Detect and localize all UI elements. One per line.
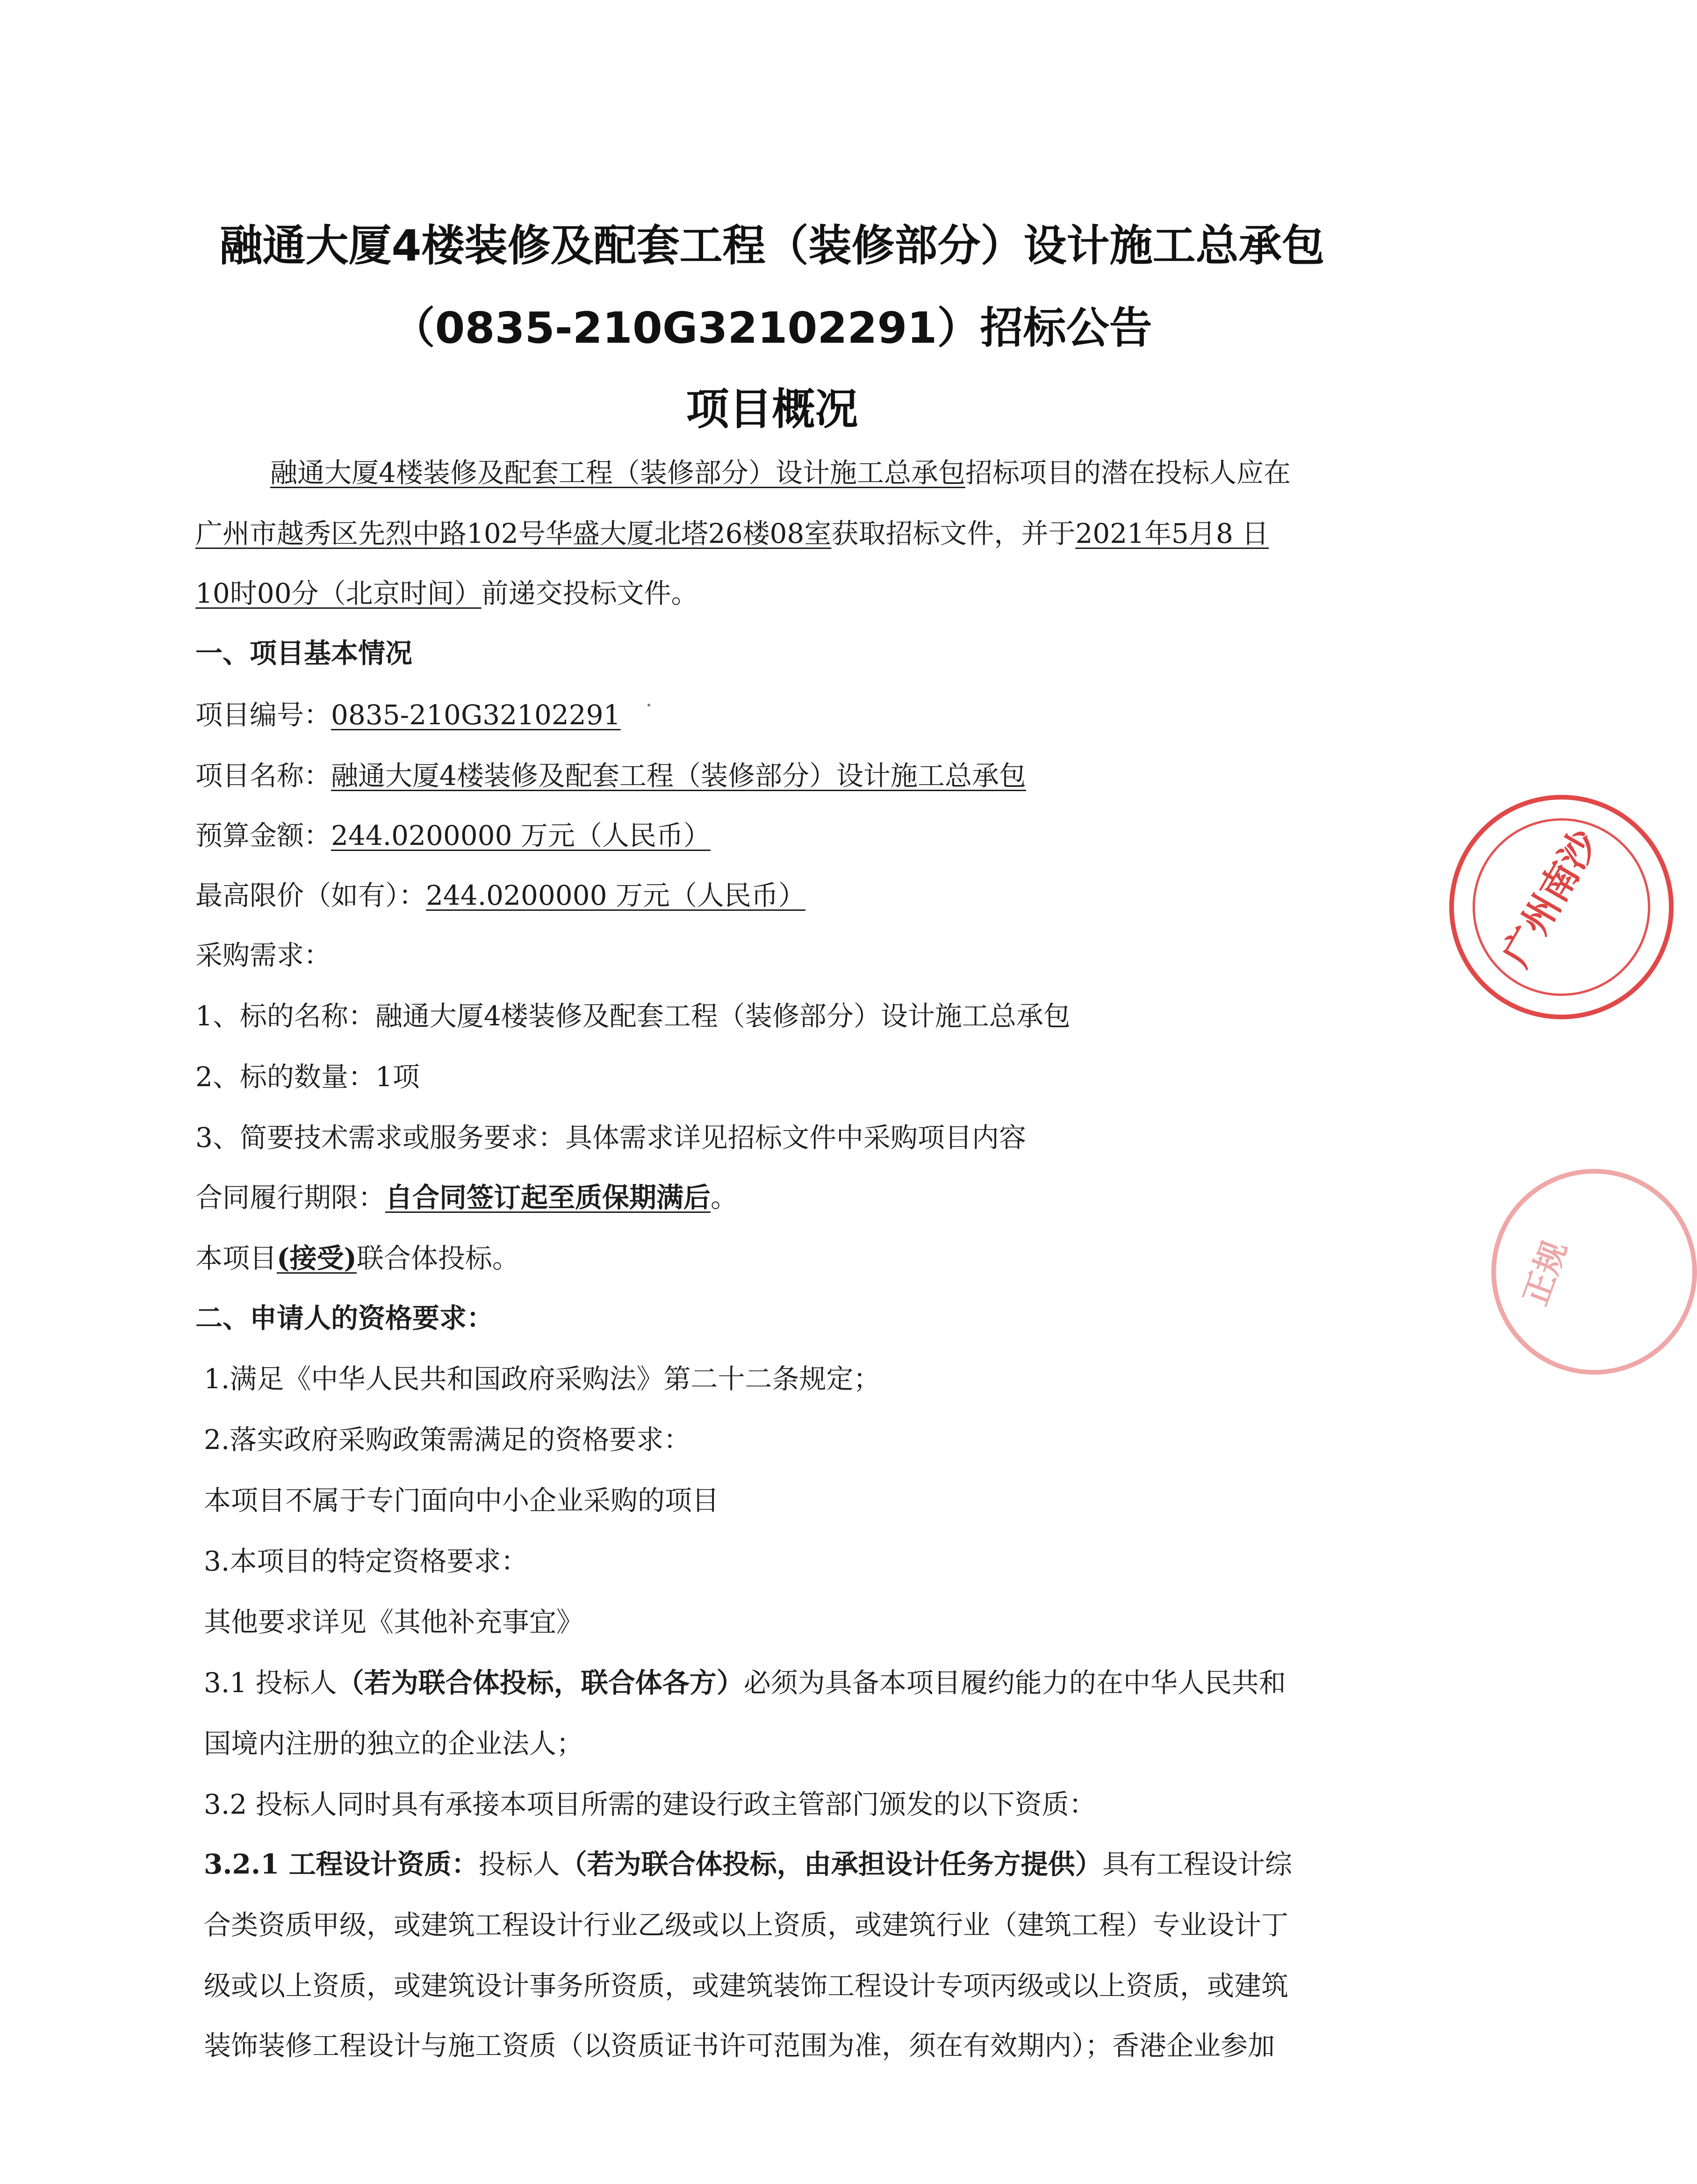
intro-text: 获取招标文件，并于 xyxy=(831,518,1076,549)
req-text: 必须为具备本项目履约能力的在中华人民共和 xyxy=(743,1667,1286,1699)
req-emphasis: 3.2.1 工程设计资质： xyxy=(204,1848,479,1880)
field-label: 项目名称： xyxy=(195,760,331,792)
project-number: 0835-210G32102291 xyxy=(331,699,621,731)
consortium-text: 联合体投标。 xyxy=(356,1242,519,1274)
intro-time: 10时00分（北京时间） xyxy=(195,577,482,609)
intro-line-2 xyxy=(195,520,1269,547)
punctuation: 。 xyxy=(711,1182,738,1213)
project-name-row xyxy=(195,760,1026,792)
requirement-2: 2.落实政府采购政策需满足的资格要求： xyxy=(204,1424,691,1456)
document-title-line1: 融通大厦4楼装修及配套工程（装修部分）设计施工总承包 xyxy=(219,221,1325,271)
requirement-3: 3.本项目的特定资格要求： xyxy=(204,1545,528,1577)
section-heading-basic-info: 一、项目基本情况 xyxy=(195,637,413,669)
req-emphasis: （若为联合体投标，联合体各方） xyxy=(337,1667,744,1699)
budget-amount: 244.0200000 万元（人民币） xyxy=(331,820,711,851)
demand-item-3: 3、简要技术需求或服务要求：具体需求详见招标文件中采购项目内容 xyxy=(195,1122,1026,1153)
project-number-row xyxy=(195,699,621,731)
consortium-accept: (接受) xyxy=(277,1242,357,1274)
requirement-2-detail: 本项目不属于专门面向中小企业采购的项目 xyxy=(204,1485,719,1516)
demand-label: 采购需求： xyxy=(195,939,331,971)
project-name: 融通大厦4楼装修及配套工程（装修部分）设计施工总承包 xyxy=(331,760,1026,792)
requirement-3-2: 3.2 投标人同时具有承接本项目所需的建设行政主管部门颁发的以下资质： xyxy=(204,1788,1096,1820)
req-text: 投标人 xyxy=(478,1848,560,1880)
max-price-amount: 244.0200000 万元（人民币） xyxy=(426,879,805,911)
seal-text: 广州南沙 xyxy=(1494,822,1607,974)
field-label: 项目编号： xyxy=(195,699,331,731)
contract-period: 自合同签订起至质保期满后 xyxy=(385,1182,711,1213)
intro-line-1 xyxy=(270,457,1291,489)
req-text: 具有工程设计综 xyxy=(1102,1848,1292,1880)
intro-project-name: 融通大厦4楼装修及配套工程（装修部分）设计施工总承包 xyxy=(270,457,965,489)
requirement-3-2-1 xyxy=(204,1848,1292,1880)
req-emphasis: （若为联合体投标，由承担设计任务方提供） xyxy=(560,1848,1102,1880)
intro-text: 前递交投标文件。 xyxy=(481,577,698,609)
field-label: 预算金额： xyxy=(195,820,331,851)
field-label: 合同履行期限： xyxy=(195,1182,386,1213)
requirement-3-2-1-cont2: 级或以上资质，或建筑设计事务所资质，或建筑装饰工程设计专项丙级或以上资质，或建筑 xyxy=(204,1970,1289,2002)
section-heading-qualifications: 二、申请人的资格要求： xyxy=(195,1302,494,1334)
demand-item-1: 1、标的名称：融通大厦4楼装修及配套工程（装修部分）设计施工总承包 xyxy=(195,1000,1071,1032)
intro-address: 广州市越秀区先烈中路102号华盛大厦北塔26楼08室 xyxy=(195,518,832,549)
requirement-3-1 xyxy=(204,1667,1286,1699)
intro-line-3 xyxy=(195,577,698,609)
seal-text: 正规 xyxy=(1516,1235,1575,1311)
requirement-3-detail: 其他要求详见《其他补充事宜》 xyxy=(204,1606,584,1638)
red-seal-stamp xyxy=(1449,795,1674,1019)
intro-text: 招标项目的潜在投标人应在 xyxy=(965,457,1291,489)
field-label: 最高限价（如有）： xyxy=(195,879,426,911)
faint-seal-stamp xyxy=(1491,1169,1697,1375)
max-price-row xyxy=(195,879,805,911)
contract-period-row xyxy=(195,1184,738,1211)
consortium-text: 本项目 xyxy=(195,1242,277,1274)
req-text: 3.1 投标人 xyxy=(204,1667,337,1699)
demand-item-2: 2、标的数量：1项 xyxy=(195,1061,420,1093)
document-title-line2: （0835-210G32102291）招标公告 xyxy=(392,303,1152,353)
consortium-row xyxy=(195,1242,519,1274)
requirement-3-1-cont: 国境内注册的独立的企业法人； xyxy=(204,1728,584,1759)
requirement-3-2-1-cont3: 装饰装修工程设计与施工资质（以资质证书许可范围为准，须在有效期内）；香港企业参加 xyxy=(204,2030,1275,2061)
intro-date: 2021年5月8 日 xyxy=(1075,518,1269,549)
scan-speck xyxy=(647,704,650,706)
document-subtitle: 项目概况 xyxy=(686,384,858,434)
requirement-3-2-1-cont1: 合类资质甲级，或建筑工程设计行业乙级或以上资质，或建筑行业（建筑工程）专业设计丁 xyxy=(204,1909,1289,1941)
requirement-1: 1.满足《中华人民共和国政府采购法》第二十二条规定； xyxy=(204,1363,881,1395)
budget-row xyxy=(195,822,711,849)
